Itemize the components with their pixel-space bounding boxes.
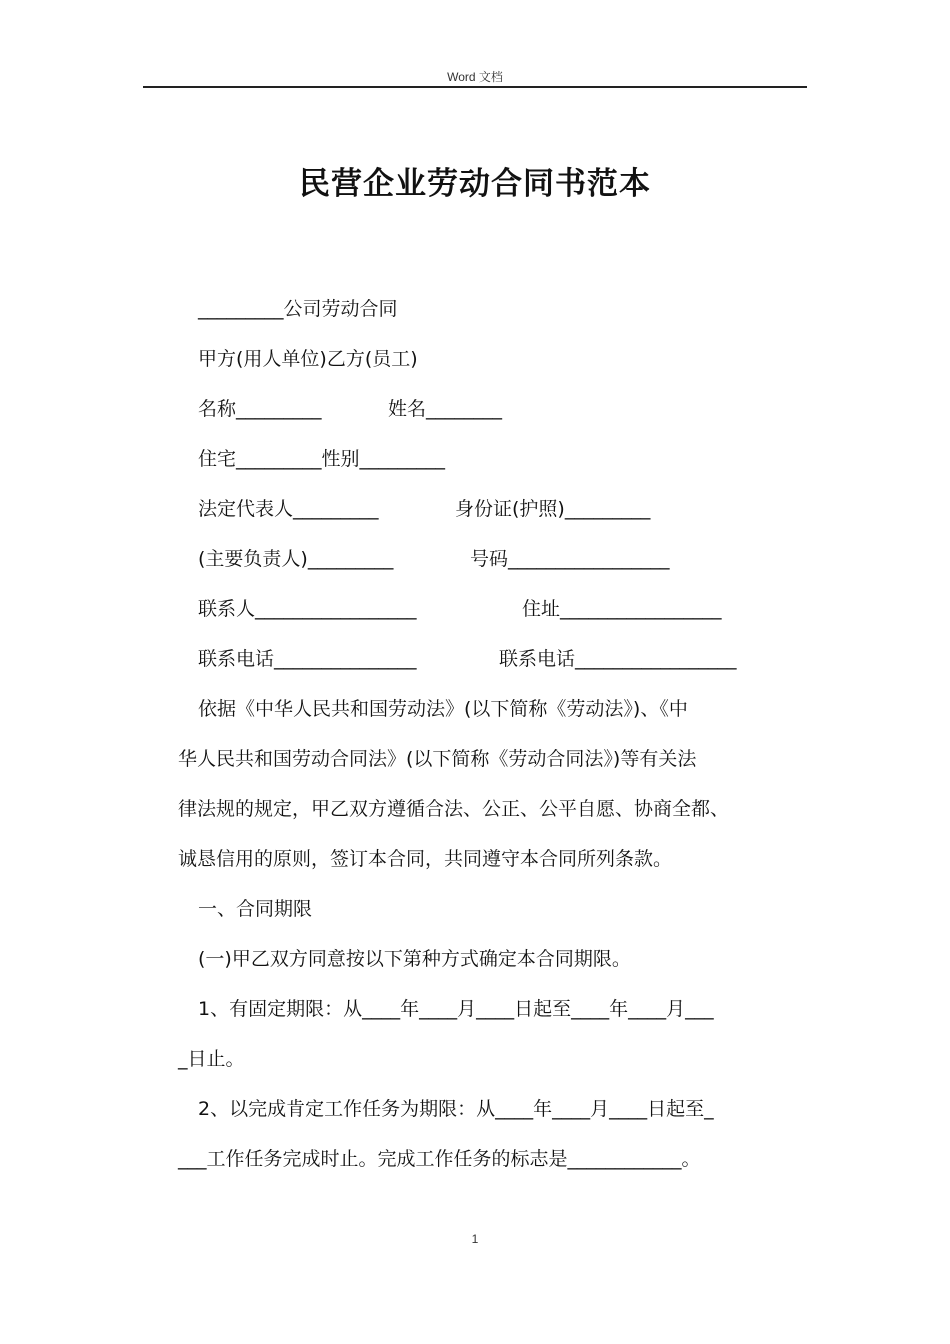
clause-line: _日止。 [178,1048,245,1070]
clause-line: 2、以完成肯定工作任务为期限：从____年____月____日起至_ [198,1098,714,1120]
header-divider [143,86,807,88]
clause-line: ___工作任务完成时止。完成工作任务的标志是____________。 [178,1148,701,1170]
page-header-text: Word 文档 [447,70,503,84]
legal-rep-field: 法定代表人_________ [198,498,379,520]
parties-line: 甲方(用人单位)乙方(员工) [198,348,418,370]
id-passport-field: 身份证(护照)_________ [455,498,651,520]
phone-field-left: 联系电话_______________ [198,648,417,670]
name-field-left: 名称_________ [198,398,322,420]
paragraph-line: 华人民共和国劳动合同法》(以下简称《劳动合同法》)等有关法 [178,748,697,770]
paragraph-line: 律法规的规定，甲乙双方遵循合法、公正、公平自愿、协商全都、 [178,798,730,820]
document-title: 民营企业劳动合同书范本 [299,166,651,202]
id-number-field: 号码_________________ [470,548,670,570]
paragraph-line: 诚恳信用的原则，签订本合同，共同遵守本合同所列条款。 [178,848,673,870]
contact-person-field: 联系人_________________ [198,598,417,620]
company-contract-line: _________公司劳动合同 [198,298,398,320]
name-field-right: 姓名________ [388,398,503,420]
paragraph-line: 依据《中华人民共和国劳动法》(以下简称《劳动法》)、《中 [198,698,688,720]
principal-field: (主要负责人)_________ [198,548,394,570]
phone-field-right: 联系电话_________________ [499,648,737,670]
page-number: 1 [471,1232,479,1246]
subsection-heading: (一)甲乙双方同意按以下第种方式确定本合同期限。 [198,948,631,970]
residence-gender-line: 住宅_________性别_________ [198,448,446,470]
address-field: 住址_________________ [522,598,722,620]
section-heading: 一、合同期限 [198,898,313,920]
clause-line: 1、有固定期限：从____年____月____日起至____年____月___ [198,998,714,1020]
